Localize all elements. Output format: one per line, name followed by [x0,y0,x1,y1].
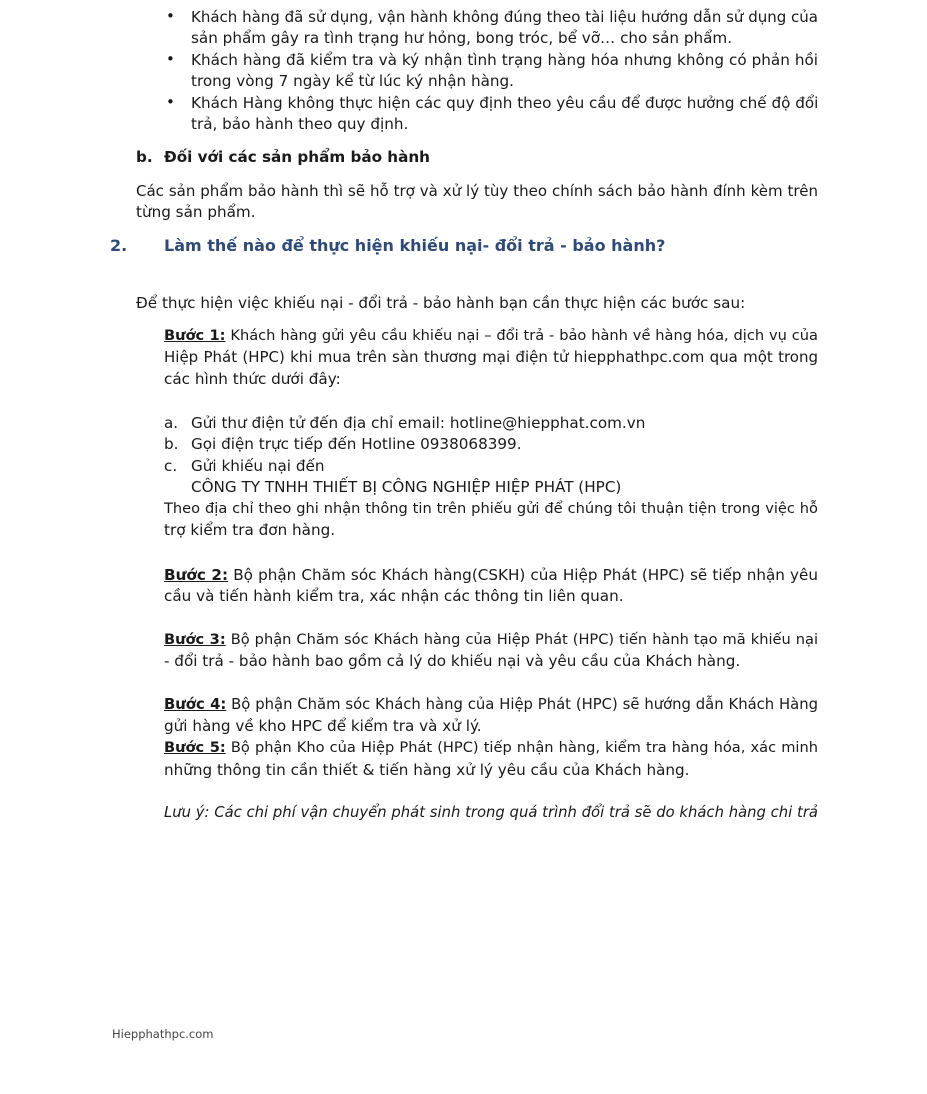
option-marker: c. [164,457,178,475]
bullet-icon: • [166,7,175,25]
step-3-text: Bộ phận Chăm sóc Khách hàng của Hiệp Phát (HPC) tiến hành tạo mã khiếu nại [225,631,819,648]
step-3-text: - đổi trả - bảo hành bao gồm cả lý do khiếu nại và yêu cầu của Khách hàng. [164,652,741,670]
option-marker: b. [164,435,179,453]
section-b-text: Các sản phẩm bảo hành thì sẽ hỗ trợ và xử lý tùy theo chính sách bảo hành đính kèm trên [136,182,818,200]
bullet-text: trong vòng 7 ngày kể từ lúc ký nhận hàng. [191,72,515,90]
section-2-title: Làm thế nào để thực hiện khiếu nại- đổi trả - bảo hành? [164,236,666,255]
option-email: Gửi thư điện tử đến địa chỉ email: hotline@hiepphat.com.vn [191,414,646,432]
step-4-text: Bộ phận Chăm sóc Khách hàng của Hiệp Phát (HPC) sẽ hướng dẫn Khách Hàng [226,696,818,713]
bullet-text: sản phẩm gây ra tình trạng hư hỏng, bong tróc, bể vỡ… cho sản phẩm. [191,29,733,47]
step-1-after: Theo địa chỉ theo ghi nhận thông tin trên phiếu gửi để chúng tôi thuận tiện trong việc hỗ [164,500,818,517]
step-2-label: Bước 2: [164,566,229,584]
option-mail: Gửi khiếu nại đến [191,457,325,475]
step-3-line [164,630,818,650]
company-name: CÔNG TY TNHH THIẾT BỊ CÔNG NGHIỆP HIỆP PHÁT (HPC) [191,478,622,496]
bullet-text: Khách Hàng không thực hiện các quy định theo yêu cầu để được hưởng chế độ đổi [191,94,819,112]
bullet-icon: • [166,93,175,111]
option-hotline: Gọi điện trực tiếp đến Hotline 0938068399. [191,435,522,453]
step-5-line [164,738,818,758]
bullet-text: Khách hàng đã kiểm tra và ký nhận tình trạng hàng hóa nhưng không có phản hồi [191,51,818,69]
section-b-text: từng sản phẩm. [136,203,256,221]
step-3-label: Bước 3: [164,631,226,648]
step-2-text: Bộ phận Chăm sóc Khách hàng(CSKH) của Hiệp Phát (HPC) sẽ tiếp nhận yêu [228,566,818,584]
option-marker: a. [164,414,179,432]
step-1-after: trợ kiểm tra đơn hàng. [164,521,336,539]
note-text: Lưu ý: Các chi phí vận chuyển phát sinh trong quá trình đổi trả sẽ do khách hàng chi trả [164,804,818,821]
step-5-label: Bước 5: [164,739,226,756]
section-2-intro: Để thực hiện việc khiếu nại - đổi trả - bảo hành bạn cần thực hiện các bước sau: [136,294,746,312]
step-1-line [164,326,818,346]
section-b-marker: b. [136,148,153,166]
step-2-line [164,565,818,585]
footer-website: Hiepphathpc.com [112,1027,214,1041]
step-4-line [164,695,818,715]
step-4-label: Bước 4: [164,696,227,713]
step-1-label: Bước 1: [164,327,226,344]
step-5-text: những thông tin cần thiết & tiến hàng xử lý yêu cầu của Khách hàng. [164,761,690,779]
step-1-text: các hình thức dưới đây: [164,370,341,388]
step-2-text: cầu và tiến hành kiểm tra, xác nhận các thông tin liên quan. [164,587,624,605]
bullet-icon: • [166,50,175,68]
bullet-text: Khách hàng đã sử dụng, vận hành không đúng theo tài liệu hướng dẫn sử dụng của [191,8,818,26]
step-1-text: Hiệp Phát (HPC) khi mua trên sàn thương mại điện tử hiepphathpc.com qua một trong [164,348,818,366]
step-1-text: Khách hàng gửi yêu cầu khiếu nại – đổi trả - bảo hành về hàng hóa, dịch vụ của [225,327,818,344]
bullet-text: trả, bảo hành theo quy định. [191,115,409,133]
section-b-title: Đối với các sản phẩm bảo hành [164,148,430,166]
section-2-number: 2. [110,236,128,255]
step-5-text: Bộ phận Kho của Hiệp Phát (HPC) tiếp nhận hàng, kiểm tra hàng hóa, xác minh [225,739,818,756]
step-4-text: gửi hàng về kho HPC để kiểm tra và xử lý. [164,717,482,735]
